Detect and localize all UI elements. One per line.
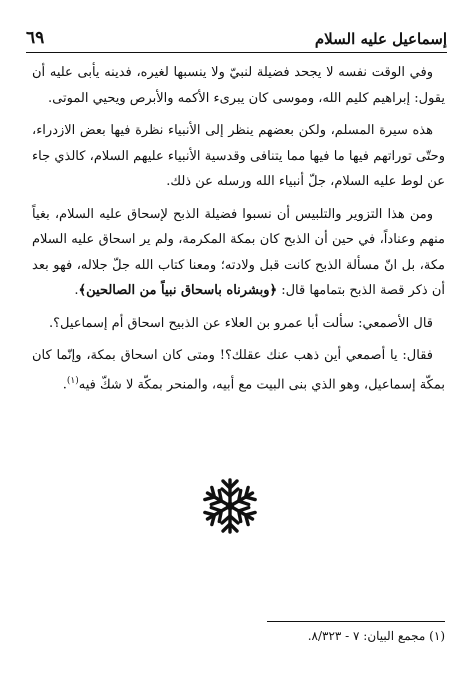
text-run: ومن هذا التزوير والتلبيس أن نسبوا فضيلة الذبح لإسحاق عليه السلام، بغياً منهم وعناداً، في حين أن الذبح كان بمكة المكرمة، ولم ير اسحاق عليه السلام مكة، بل انّ مسألة الذبح كانت قبل ولادته؛ ومعنا كتاب الله جلّ جلاله، فهو بعد أن ذكر قصة الذبح بتمامها قال:: [32, 206, 445, 298]
footnote-marker: (١): [66, 375, 79, 386]
footnote-rule: [267, 621, 445, 622]
text-run: .: [62, 376, 67, 392]
running-title: إسماعيل عليه السلام: [314, 30, 447, 48]
text-run: وفي الوقت نفسه لا يجحد فضيلة لنبيّ ولا ينسبها لغيره، فدينه يأبى عليه أن يقول: إبراهيم كليم الله، وموسى كان يبرىء الأكمه والأبرص ويحيي الموتى.: [32, 65, 445, 106]
paragraph: [32, 118, 445, 195]
text-run: .: [74, 283, 79, 298]
paragraph: [32, 311, 445, 337]
footnote: (١) مجمع البيان: ٧ - ٨/٣٢٣.: [307, 629, 445, 643]
text-run: هذه سيرة المسلم، ولكن بعضهم ينظر إلى الأنبياء نظرة فيها بعض الازدراء، وحتّى توراتهم فيها ما فيها مما يتنافى وقدسية الأنبياء عليهم السلام، كالذي جاء عن لوط عليه السلام، جلّ أنبياء الله ورسله عن ذلك.: [32, 123, 445, 189]
quran-verse: ﴿وبشرناه باسحاق نبياً من الصالحين﴾: [78, 283, 278, 298]
text-run: فقال: يا أصمعي أين ذهب عنك عقلك؟! ومتى كان اسحاق بمكة، وإنّما كان بمكّة إسماعيل، وهو الذي بنى البيت مع أبيه، والمنحر بمكّة لا شكّ فيه: [32, 348, 445, 392]
snowflake-ornament-icon: [200, 476, 260, 536]
paragraph: [32, 202, 445, 304]
text-run: قال الأصمعي: سألت أبا عمرو بن العلاء عن الذبيح اسحاق أم إسماعيل؟.: [49, 315, 433, 331]
main-text: [32, 60, 445, 404]
paragraph: [32, 343, 445, 397]
page-header: [26, 26, 447, 52]
page-number: ٦٩: [26, 28, 45, 48]
paragraph: [32, 60, 445, 111]
header-rule: [26, 52, 447, 53]
